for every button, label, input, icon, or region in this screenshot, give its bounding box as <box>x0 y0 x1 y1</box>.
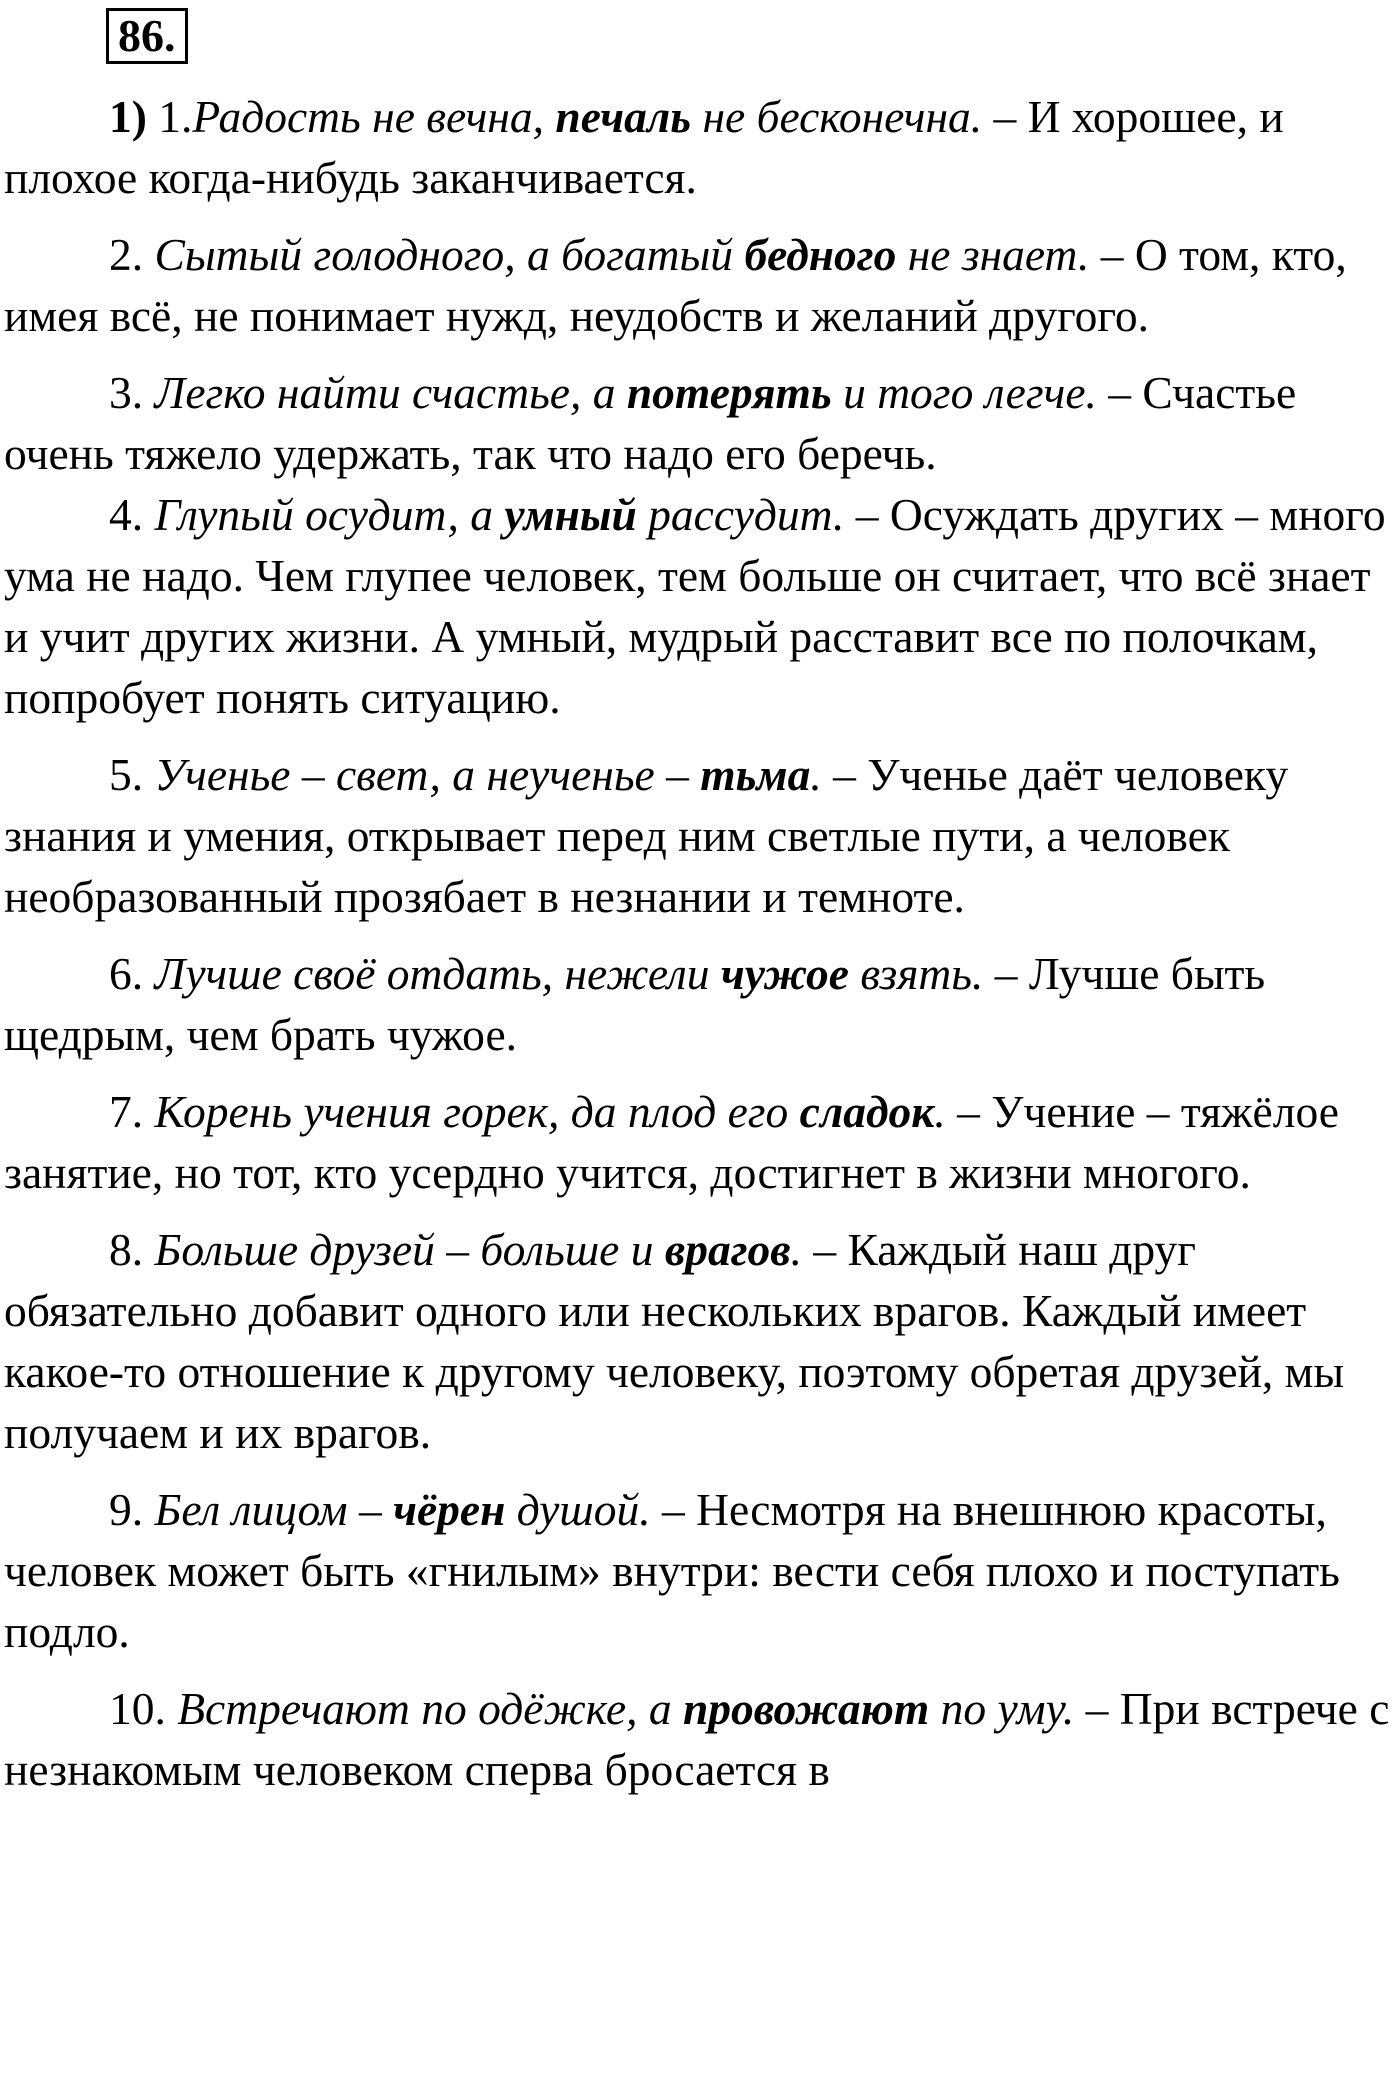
proverb-explanation: – Несмотря на внешнюю красоты, человек может быть «гнилым» внутри: вести себя плохо и поступать подло. <box>4 1484 1340 1657</box>
proverb-explanation: – О том, кто, имея всё, не понимает нужд, неудобств и желаний другого. <box>4 229 1347 341</box>
proverb-item-9 <box>4 1479 1398 1662</box>
proverb-text: Лучше своё отдать, нежели <box>154 948 721 999</box>
proverb-text-end: взять. <box>848 948 984 999</box>
item-number: 7. <box>109 1086 144 1137</box>
proverb-keyword: печаль <box>555 91 692 142</box>
proverb-item-5 <box>4 744 1398 927</box>
proverb-item-8 <box>4 1219 1398 1463</box>
proverb-item-6 <box>4 943 1398 1065</box>
proverb-keyword: тьма <box>700 749 811 800</box>
proverb-keyword: умный <box>504 489 637 540</box>
proverb-text-end: по уму. <box>929 1683 1075 1734</box>
proverb-text-end: и того легче. <box>831 367 1097 418</box>
proverb-explanation: – Каждый наш друг обязательно добавит одного или нескольких врагов. Каждый имеет какое-то отношение к другому человеку, поэтому обретая друзей, мы получаем и их врагов. <box>4 1224 1345 1458</box>
proverb-text: Ученье – свет, а неученье – <box>154 749 701 800</box>
proverb-text: Сытый голодного, а богатый <box>154 229 745 280</box>
item-number: 3. <box>109 367 144 418</box>
proverb-explanation: – Лучше быть щедрым, чем брать чужое. <box>4 948 1266 1060</box>
proverb-text-end: . <box>810 749 822 800</box>
proverb-text: Глупый осудит, а <box>154 489 505 540</box>
answer-text <box>4 86 1398 1816</box>
proverb-text-end: . <box>790 1224 802 1275</box>
item-number: 8. <box>109 1224 144 1275</box>
proverb-text-end: рассудит. <box>636 489 845 540</box>
proverb-text: Больше друзей – больше и <box>154 1224 665 1275</box>
item-number: 10. <box>109 1683 166 1734</box>
proverb-text: Бел лицом – <box>154 1484 394 1535</box>
proverb-explanation: – И хорошее, и плохое когда-нибудь заканчивается. <box>4 91 1284 203</box>
proverb-keyword: потерять <box>626 367 832 418</box>
proverb-explanation: – Учение – тяжёлое занятие, но тот, кто усердно учится, достигнет в жизни многого. <box>4 1086 1339 1198</box>
proverb-keyword: чужое <box>720 948 849 999</box>
part-label: 1) <box>109 91 147 142</box>
proverb-text: Встречают по одёжке, а <box>177 1683 683 1734</box>
proverb-item-10 <box>4 1678 1398 1800</box>
proverb-item-3 <box>4 362 1398 484</box>
proverb-item-4 <box>4 484 1398 728</box>
proverb-keyword: врагов <box>664 1224 791 1275</box>
item-number: 6. <box>109 948 144 999</box>
item-number: 2. <box>109 229 144 280</box>
proverb-item-7 <box>4 1081 1398 1203</box>
proverb-keyword: провожают <box>683 1683 930 1734</box>
proverb-keyword: сладок <box>799 1086 935 1137</box>
proverb-text: Корень учения горек, да плод его <box>154 1086 800 1137</box>
proverb-text-end: . <box>934 1086 946 1137</box>
proverb-text: Легко найти счастье, а <box>154 367 627 418</box>
proverb-explanation: – Ученье даёт человеку знания и умения, открывает перед ним светлые пути, а человек необразованный прозябает в незнании и темноте. <box>4 749 1289 922</box>
item-number: 9. <box>109 1484 144 1535</box>
proverb-keyword: бедного <box>744 229 897 280</box>
proverb-text: Радость не вечна, <box>192 91 556 142</box>
proverb-explanation: – Осуждать других – много ума не надо. Чем глупее человек, тем больше он считает, что всё знает и учит других жизни. А умный, мудрый расставит все по полочкам, попробует понять ситуацию. <box>4 489 1386 723</box>
proverb-item-2 <box>4 224 1398 346</box>
item-number: 4. <box>109 489 144 540</box>
proverb-text-end: душой. <box>505 1484 651 1535</box>
item-number: 5. <box>109 749 144 800</box>
proverb-keyword: чёрен <box>393 1484 506 1535</box>
proverb-text-end: не знает. <box>896 229 1090 280</box>
proverb-item-1 <box>4 86 1398 208</box>
proverb-explanation: – При встрече с незнакомым человеком сперва бросается в <box>4 1683 1390 1795</box>
proverb-text-end: не бесконечна. <box>691 91 983 142</box>
item-number: 1. <box>158 91 193 142</box>
proverb-explanation: – Счастье очень тяжело удержать, так что надо его беречь. <box>4 367 1297 479</box>
exercise-number-box: 86. <box>106 8 188 64</box>
